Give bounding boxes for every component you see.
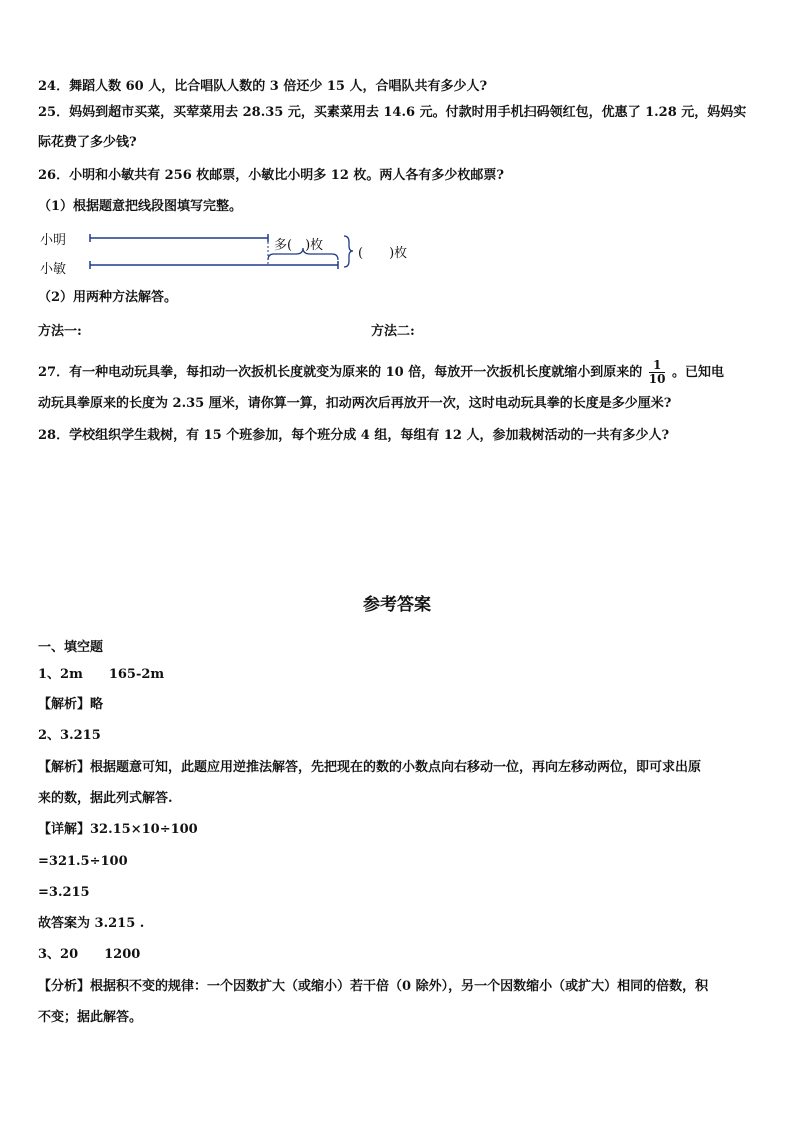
segment-diagram [38,226,438,276]
answer-2: 2、3.215 [38,728,101,743]
question-26-part2: （2）用两种方法解答。 [38,290,178,305]
answer-2-step2: =3.215 [38,885,90,900]
answer-2-conclusion: 故答案为 3.215 . [38,916,145,931]
question-27-line1 [38,359,758,386]
answer-3-analysis-line2: 不变；据此解答。 [38,1010,143,1025]
fraction-one-tenth [649,359,666,386]
question-27-text: 27．有一种电动玩具拳，每扣动一次扳机长度就变为原来的 10 倍，每放开一次扳机长度就缩小到原来的 [38,365,643,380]
section-fill-blank: 一、填空题 [38,640,104,655]
answer-3-analysis-line1: 【分析】根据积不变的规律：一个因数扩大（或缩小）若干倍（0 除外），另一个因数缩小（或扩大）相同的倍数，积 [38,979,709,994]
method-row [38,324,758,340]
question-25-line1: 25．妈妈到超市买菜，买荤菜用去 28.35 元，买素菜用去 14.6 元。付款时用手机扫码领红包，优惠了 1.28 元，妈妈实 [38,105,747,120]
question-24: 24．舞蹈人数 60 人，比合唱队人数的 3 倍还少 15 人，合唱队共有多少人? [38,79,488,94]
question-28: 28．学校组织学生栽树，有 15 个班参加，每个班分成 4 组，每组有 12 人，参加栽树活动的一共有多少人? [38,428,670,443]
answer-1-analysis: 【解析】略 [38,697,104,712]
fraction-denominator: 10 [648,372,666,386]
answer-2-step1: =321.5÷100 [38,854,128,869]
method-one-label: 方法一: [38,324,82,339]
answer-1: 1、2m 165-2m [38,667,165,682]
answer-2-analysis-line2: 来的数，据此列式解答. [38,791,173,806]
label-xiaomin: 小敏 [40,262,67,277]
label-total: ( )枚 [358,246,408,261]
question-27-text-end: 。已知电 [672,365,725,380]
question-27-line2: 动玩具拳原来的长度为 2.35 厘米，请你算一算，扣动两次后再放开一次，这时电动玩具拳的长度是多少厘米? [38,396,672,411]
question-26-part1: （1）根据题意把线段图填写完整。 [38,199,243,214]
question-25-line2: 际花费了多少钱? [38,135,137,150]
fraction-numerator: 1 [649,359,666,373]
answer-3: 3、20 1200 [38,947,141,962]
answer-2-analysis-line1: 【解析】根据题意可知，此题应用逆推法解答，先把现在的数的小数点向右移动一位，再向左移动两位，即可求出原 [38,760,702,775]
answer-2-detail: 【详解】32.15×10÷100 [38,822,198,837]
answer-title: 参考答案 [363,595,431,615]
label-more: 多( )枚 [274,238,324,253]
method-two-label: 方法二: [371,324,415,339]
label-xiaoming: 小明 [40,233,67,248]
question-26: 26．小明和小敏共有 256 枚邮票，小敏比小明多 12 枚。两人各有多少枚邮票? [38,168,505,183]
brace-total [344,236,353,267]
